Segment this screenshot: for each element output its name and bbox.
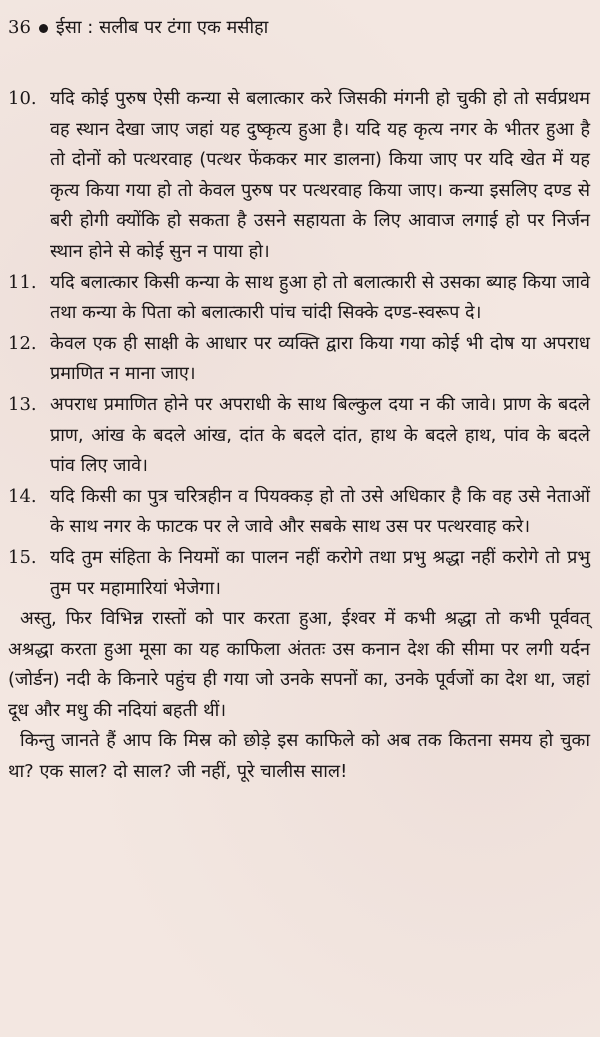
- body-paragraph: अस्तु, फिर विभिन्न रास्तों को पार करता हुआ, ईश्वर में कभी श्रद्धा तो कभी पूर्ववत् अश्रद्धा करता हुआ मूसा का यह काफिला अंततः उस कनान देश की सीमा पर लगी यर्दन (जोर्डन) नदी के किनारे पहुंच ही गया जो उनके सपनों का, उनके पूर्वजों का देश था, जहां दूध और मधु की नदियां बहती थीं।: [8, 608, 590, 721]
- law-item-15: [8, 543, 590, 604]
- header-title: ईसा : सलीब पर टंगा एक मसीहा: [55, 17, 269, 38]
- law-text: यदि बलात्कार किसी कन्या के साथ हुआ हो तो बलात्कारी से उसका ब्याह किया जावे तथा कन्या के पिता को बलात्कारी पांच चांदी सिक्के दण्ड-स्वरूप दे।: [50, 271, 590, 324]
- law-item-12: [8, 329, 590, 390]
- body-paragraph: किन्तु जानते हैं आप कि मिस्र को छोड़े इस काफिले को अब तक कितना समय हो चुका था? एक साल? दो साल? जी नहीं, पूरे चालीस साल!: [8, 730, 590, 783]
- page-number: 36: [8, 17, 31, 38]
- law-number: 11.: [8, 271, 37, 293]
- law-number: 15.: [8, 546, 37, 568]
- law-text: यदि कोई पुरुष ऐसी कन्या से बलात्कार करे जिसकी मंगनी हो चुकी हो तो सर्वप्रथम वह स्थान देखा जाए जहां यह दुष्कृत्य हुआ है। यदि यह कृत्य नगर के भीतर हुआ है तो दोनों को पत्थरवाह (पत्थर फेंककर मार डालना) किया जाए पर यदि खेत में यह कृत्य किया गया हो तो केवल पुरुष पर पत्थरवाह किया जाए। कन्या इसलिए दण्ड से बरी होगी क्योंकि हो सकता है उसने सहायता के लिए आवाज लगाई हो पर निर्जन स्थान होने से कोई सुन न पाया हो।: [50, 88, 590, 262]
- header-bullet-icon: [39, 24, 48, 33]
- law-number: 12.: [8, 332, 37, 354]
- law-text: यदि किसी का पुत्र चरित्रहीन व पियक्कड़ हो तो उसे अधिकार है कि वह उसे नेताओं के साथ नगर के फाटक पर ले जावे और सबके साथ उस पर पत्थरवाह करे।: [50, 485, 590, 538]
- running-header: [8, 14, 590, 42]
- law-item-11: [8, 268, 590, 329]
- law-item-10: [8, 84, 590, 268]
- law-item-14: [8, 482, 590, 543]
- law-number: 10.: [8, 88, 37, 109]
- page-content: [8, 84, 590, 788]
- law-item-13: [8, 390, 590, 482]
- law-number: 13.: [8, 393, 37, 415]
- law-number: 14.: [8, 485, 37, 507]
- law-text: केवल एक ही साक्षी के आधार पर व्यक्ति द्वारा किया गया कोई भी दोष या अपराध प्रमाणित न माना जाए।: [50, 332, 590, 385]
- law-text: अपराध प्रमाणित होने पर अपराधी के साथ बिल्कुल दया न की जावे। प्राण के बदले प्राण, आंख के बदले आंख, दांत के बदले दांत, हाथ के बदले हाथ, पांव के बदले पांव लिए जावे।: [50, 393, 590, 477]
- law-text: यदि तुम संहिता के नियमों का पालन नहीं करोगे तथा प्रभु श्रद्धा नहीं करोगे तो प्रभु तुम पर महामारियां भेजेगा।: [50, 546, 590, 599]
